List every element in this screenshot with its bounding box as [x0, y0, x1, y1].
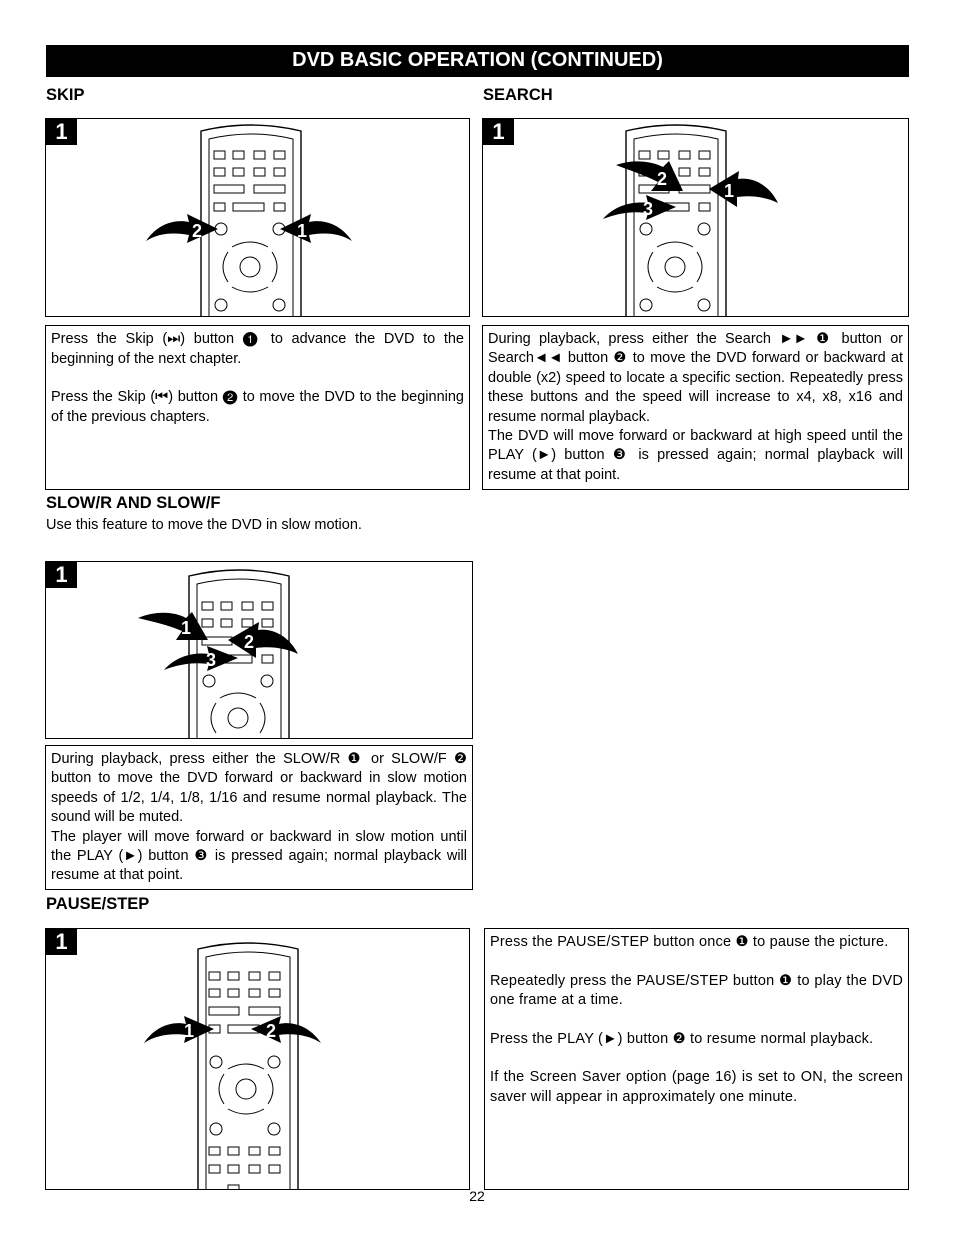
pause-figure	[45, 928, 470, 1190]
pause-callout-1: 1	[184, 1021, 195, 1041]
slow-callout-1: 1	[181, 618, 192, 638]
pause-paragraph-1: Press the PAUSE/STEP button once ❶ to pause the picture.	[490, 934, 889, 950]
skip-figure	[45, 118, 470, 317]
remote-control-illustration	[483, 119, 909, 317]
slow-figure	[45, 561, 473, 739]
search-paragraph-2: The DVD will move forward or backward at high speed until the PLAY (►) button ❸ is pressed again; normal playback will resume at that point.	[488, 428, 903, 483]
skip-heading: SKIP	[46, 86, 85, 104]
slow-heading: SLOW/R AND SLOW/F	[46, 494, 221, 512]
search-callout-1: 1	[724, 181, 735, 201]
pause-paragraph-2: Repeatedly press the PAUSE/STEP button ❶ to play the DVD one frame at a time.	[490, 972, 903, 1008]
pause-heading: PAUSE/STEP	[46, 895, 150, 913]
pause-step-badge: 1	[46, 929, 77, 955]
page-title-banner: DVD BASIC OPERATION (CONTINUED)	[46, 45, 909, 77]
slow-intro: Use this feature to move the DVD in slow motion.	[46, 517, 362, 533]
skip-paragraph-2: Press the Skip (⏮) button ❷ to move the DVD to the beginning of the previous chapters.	[51, 389, 464, 425]
slow-description	[45, 745, 473, 890]
search-description	[482, 325, 909, 490]
skip-paragraph-1: Press the Skip (⏭) button ❶ to advance the DVD to the beginning of the next chapter.	[51, 331, 464, 367]
search-callout-3: 3	[643, 199, 654, 219]
skip-callout-1: 1	[297, 221, 308, 241]
search-figure	[482, 118, 909, 317]
search-step-badge: 1	[483, 119, 514, 145]
slow-callout-3: 3	[206, 650, 217, 670]
pause-callout-2: 2	[266, 1021, 277, 1041]
skip-callout-2: 2	[192, 221, 203, 241]
page-number: 22	[469, 1188, 485, 1204]
search-paragraph-1: During playback, press either the Search ►► ❶ button or Search◄◄ button ❷ to move the DVD forward or backward at double (x2) speed to locate a specific section. Repeatedly press these buttons and the speed will increase to x4, x8, x16 and resume normal playback.	[488, 331, 903, 425]
remote-control-illustration	[46, 929, 470, 1190]
search-heading: SEARCH	[483, 86, 553, 104]
slow-paragraph-2: The player will move forward or backward in slow motion until the PLAY (►) button ❸ is pressed again; normal playback will resume at that point.	[51, 828, 467, 884]
remote-control-illustration	[46, 119, 470, 317]
skip-step-badge: 1	[46, 119, 77, 145]
pause-paragraph-3: Press the PLAY (►) button ❷ to resume normal playback.	[490, 1030, 874, 1047]
slow-callout-2: 2	[244, 632, 255, 652]
pause-paragraph-4: If the Screen Saver option (page 16) is set to ON, the screen saver will appear in approximately one minute.	[490, 1069, 903, 1105]
slow-paragraph-1: During playback, press either the SLOW/R ❶ or SLOW/F ❷ button to move the DVD forward or backward in slow motion speeds of 1/2, 1/4, 1/8, 1/16 and resume normal playback. The sound will be muted.	[51, 751, 467, 826]
pause-description	[484, 928, 909, 1190]
slow-step-badge: 1	[46, 562, 77, 588]
skip-description	[45, 325, 470, 490]
search-callout-2: 2	[657, 169, 668, 189]
remote-control-illustration	[46, 562, 473, 739]
